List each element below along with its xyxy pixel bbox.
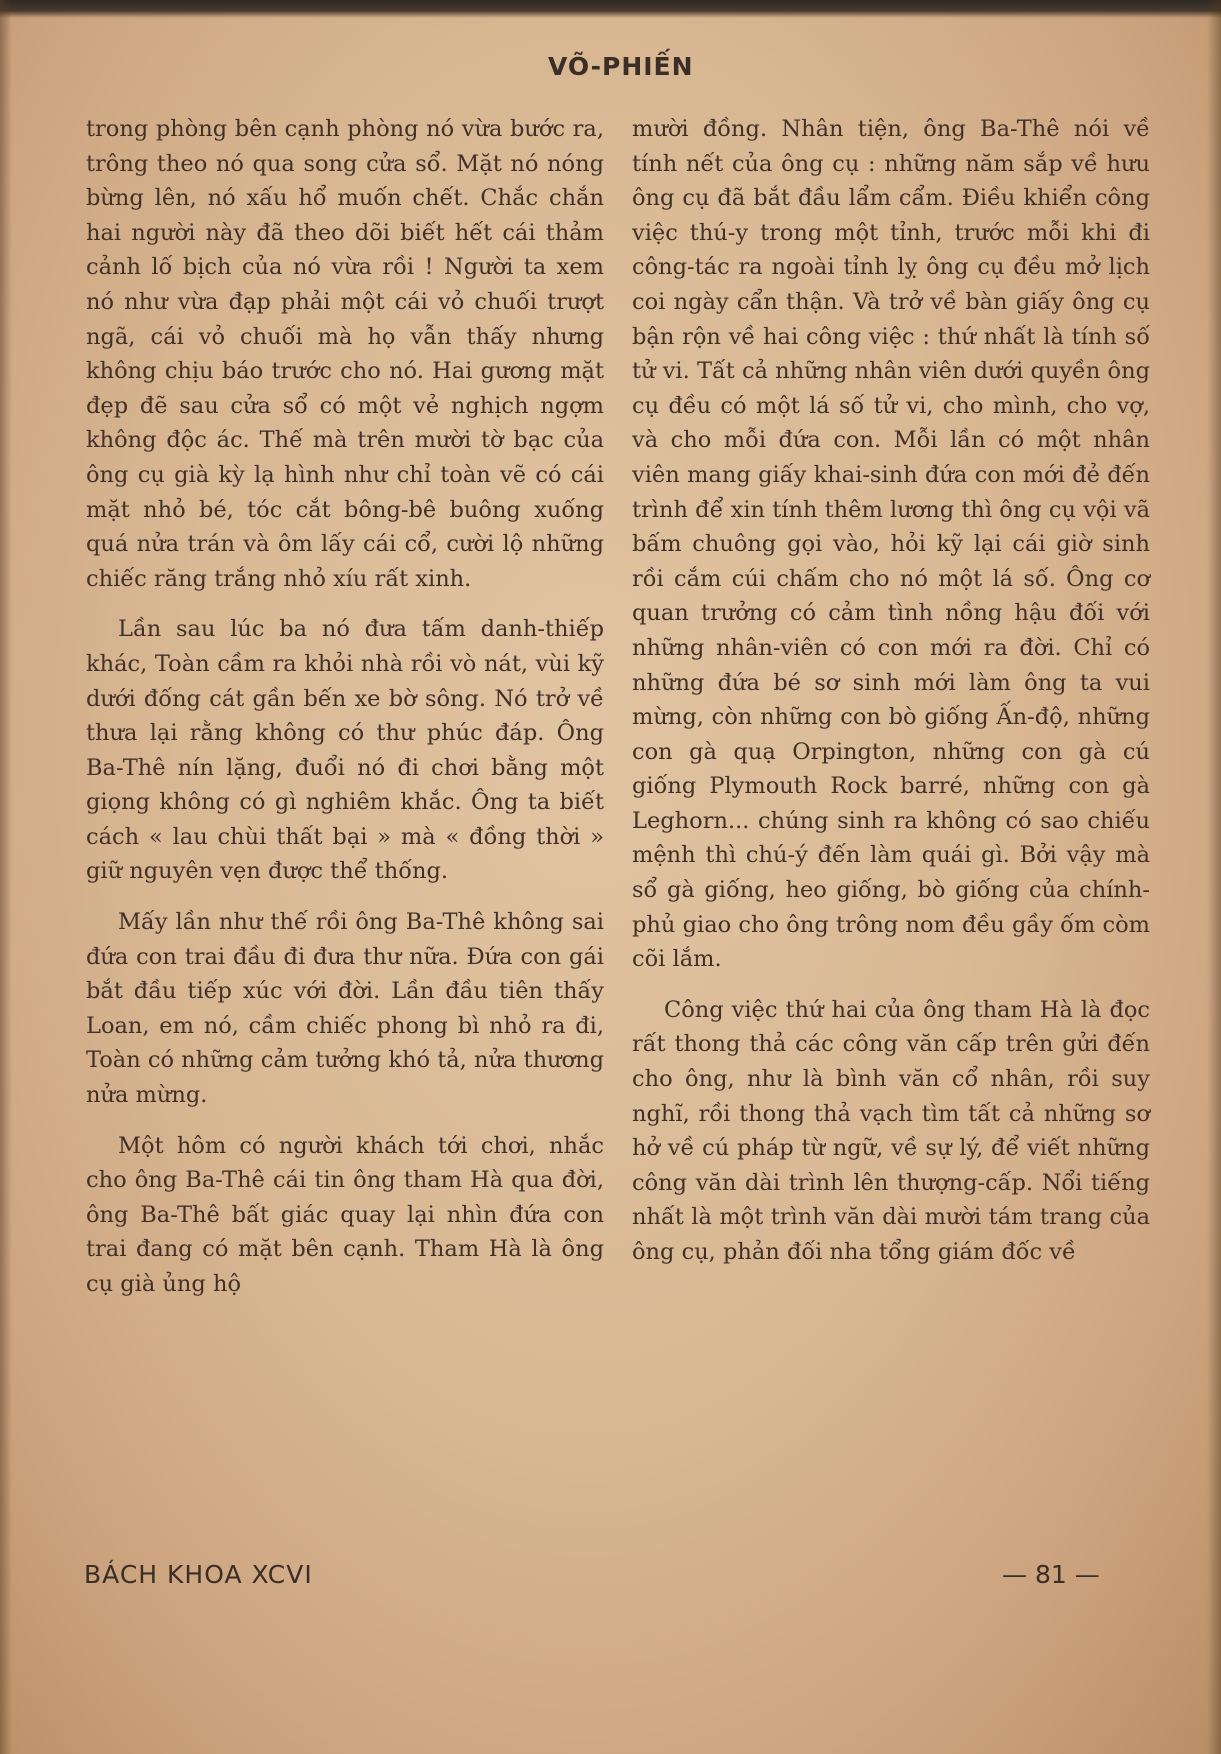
right-column xyxy=(632,112,1150,1270)
running-head: VÕ-PHIẾN xyxy=(548,52,694,81)
paragraph: mười đồng. Nhân tiện, ông Ba-Thê nói về tính nết của ông cụ : những năm sắp về hưu ông cụ đã bắt đầu lẩm cẩm. Điều khiển công việc thú-y trong một tỉnh, trước mỗi khi đi công-tác ra ngoài tỉnh lỵ ông cụ đều mở lịch coi ngày cẩn thận. Và trở về bàn giấy ông cụ bận rộn về hai công việc : thứ nhất là tính số tử vi. Tất cả những nhân viên dưới quyền ông cụ đều có một lá số tử vi, cho mình, cho vợ, và cho mỗi đứa con. Mỗi lần có một nhân viên mang giấy khai-sinh đứa con mới đẻ đến trình để xin tính thêm lương thì ông cụ vội vã bấm chuông gọi vào, hỏi kỹ lại cái giờ sinh rồi cắm cúi chấm cho nó một lá số. Ông cơ quan trưởng có cảm tình nồng hậu đối với những nhân-viên có con mới ra đời. Chỉ có những đứa bé sơ sinh mới làm ông ta vui mừng, còn những con bò giống Ấn-độ, những con gà quạ Orpington, những con gà cú giống Plymouth Rock barré, những con gà Leghorn... chúng sinh ra không có sao chiếu mệnh thì chú-ý đến làm quái gì. Bởi vậy mà sổ gà giống, heo giống, bò giống của chính-phủ giao cho ông trông nom đều gầy ốm còm cõi lắm. xyxy=(632,116,1150,973)
page-right-shadow xyxy=(1207,0,1221,1754)
paragraph: Công việc thứ hai của ông tham Hà là đọc rất thong thả các công văn cấp trên gửi đến cho ông, như là bình văn cổ nhân, rồi suy nghĩ, rồi thong thả vạch tìm tất cả những sơ hở về cú pháp từ ngữ, về sự lý, để viết những công văn dài trình lên thượng-cấp. Nổi tiếng nhất là một trình văn dài mười tám trang của ông cụ, phản đối nha tổng giám đốc về xyxy=(632,996,1150,1265)
page-left-shadow xyxy=(0,0,12,1754)
publication-footer: BÁCH KHOA XCVI xyxy=(84,1560,313,1589)
paragraph: trong phòng bên cạnh phòng nó vừa bước ra, trông theo nó qua song cửa sổ. Mặt nó nóng bừng lên, nó xấu hổ muốn chết. Chắc chắn hai người này đã theo dõi biết hết cái thảm cảnh lố bịch của nó vừa rồi ! Người ta xem nó như vừa đạp phải một cái vỏ chuối trượt ngã, cái vỏ chuối mà họ vẫn thấy nhưng không chịu báo trước cho nó. Hai gương mặt đẹp đẽ sau cửa sổ có một vẻ nghịch ngợm không độc ác. Thế mà trên mười tờ bạc của ông cụ già kỳ lạ hình như chỉ toàn vẽ có cái mặt nhỏ bé, tóc cắt bông-bê buông xuống quá nửa trán và ôm lấy cái cổ, cười lộ những chiếc răng trắng nhỏ xíu rất xinh. xyxy=(86,116,604,592)
left-column xyxy=(86,112,604,1302)
paragraph: Mấy lần như thế rồi ông Ba-Thê không sai đứa con trai đầu đi đưa thư nữa. Đứa con gái bắt đầu tiếp xúc với đời. Lần đầu tiên thấy Loan, em nó, cầm chiếc phong bì nhỏ ra đi, Toàn có những cảm tưởng khó tả, nửa thương nửa mừng. xyxy=(86,909,604,1109)
paragraph: Lần sau lúc ba nó đưa tấm danh-thiếp khác, Toàn cầm ra khỏi nhà rồi vò nát, vùi kỹ dưới đống cát gần bến xe bờ sông. Nó trở về thưa lại rằng không có thư phúc đáp. Ông Ba-Thê nín lặng, đuổi nó đi chơi bằng một giọng không có gì nghiêm khắc. Ông ta biết cách « lau chùi thất bại » mà « đồng thời » giữ nguyên vẹn được thể thống. xyxy=(86,616,604,885)
paragraph: Một hôm có người khách tới chơi, nhắc cho ông Ba-Thê cái tin ông tham Hà qua đời, ông Ba-Thê bất giác quay lại nhìn đứa con trai đang có mặt bên cạnh. Tham Hà là ông cụ già ủng hộ xyxy=(86,1132,604,1297)
page-number: — 81 — xyxy=(1002,1560,1100,1589)
page-top-shadow xyxy=(0,0,1221,18)
